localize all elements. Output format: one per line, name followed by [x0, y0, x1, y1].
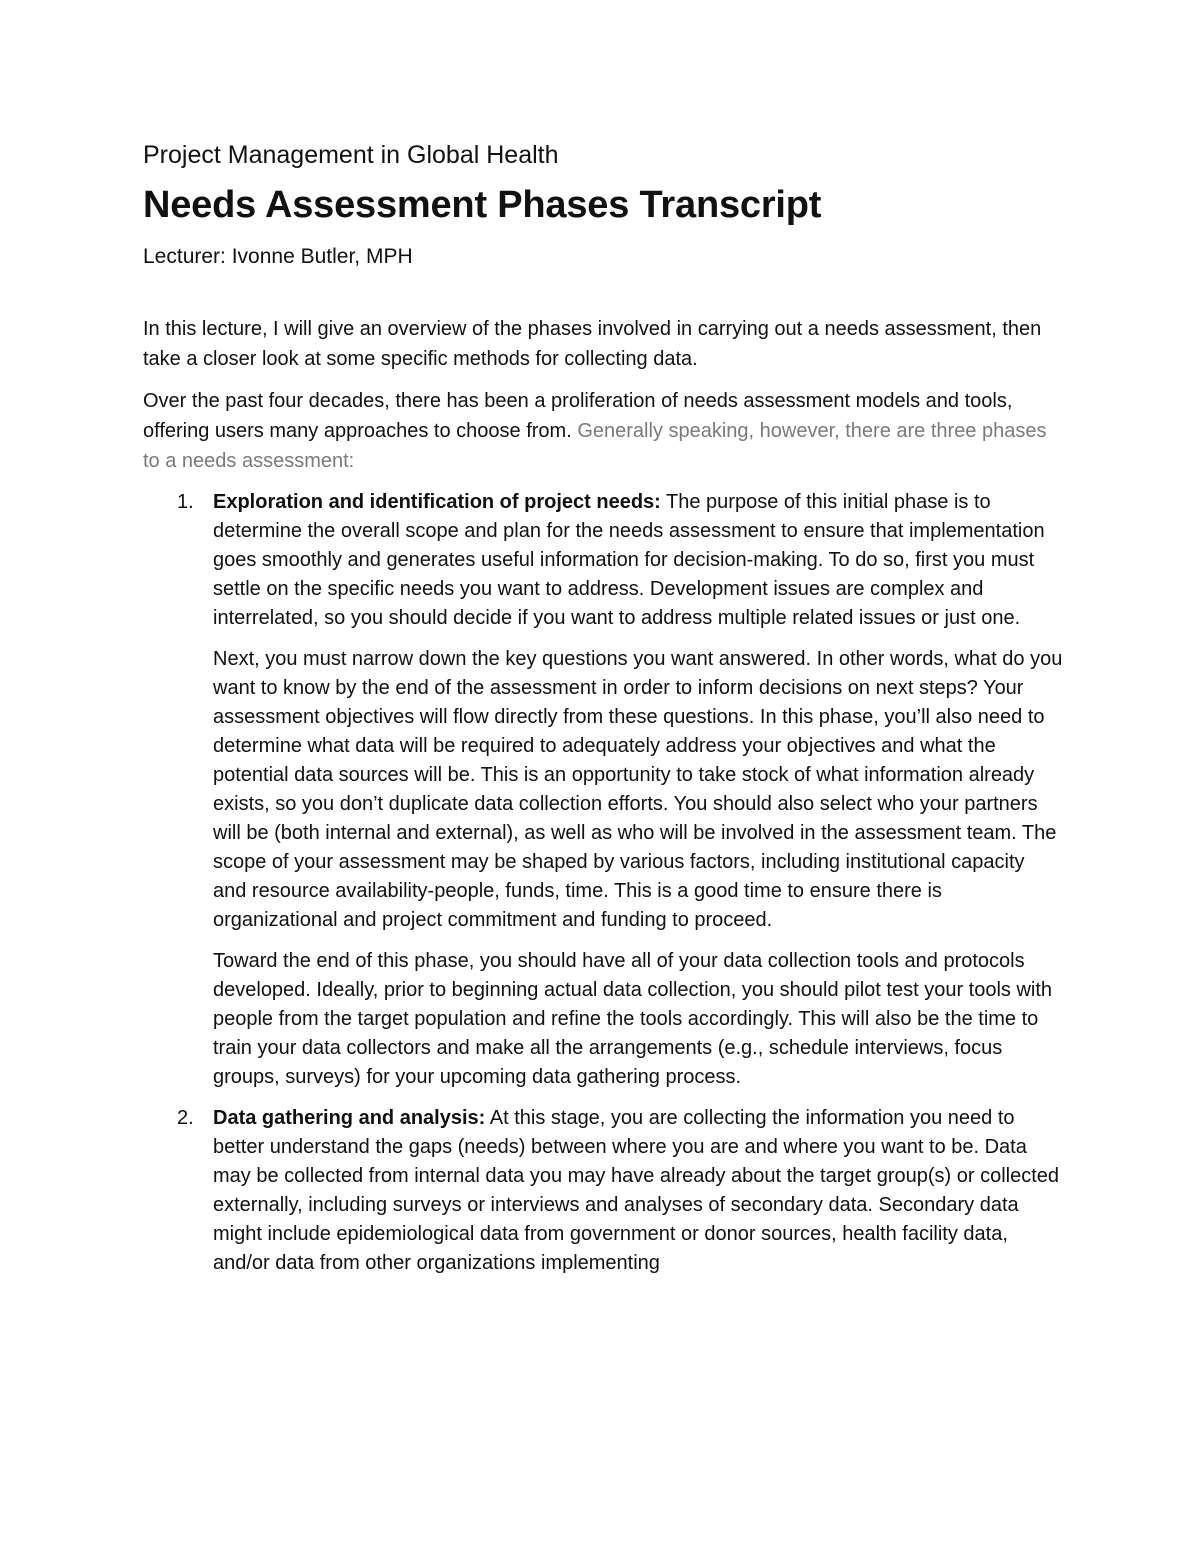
document-page	[143, 140, 1063, 1290]
phases-list	[143, 488, 1063, 1278]
phase-2-paragraph	[213, 1104, 1063, 1278]
phase-2-text: At this stage, you are collecting the information you need to better understand the gaps (needs) between where you are and where you want to be. Data may be collected from internal data you may have already about the target group(s) or collected externally, including surveys or interviews and analyses of secondary data. Secondary data might include epidemiological data from government or donor sources, health facility data, and/or data from other organizations implementing	[213, 1107, 1060, 1275]
intro-paragraph: In this lecture, I will give an overview of the phases involved in carrying out a needs assessment, then take a closer look at some specific methods for collecting data.	[143, 318, 1042, 371]
list-item-number: 1.	[177, 491, 194, 514]
intro-paragraph-2-text: Over the past four decades, there has been a proliferation of needs assessment models and tools, offering users many approaches to choose from.	[143, 390, 1013, 443]
phase-1-text: The purpose of this initial phase is to determine the overall scope and plan for the needs assessment to ensure that implementation goes smoothly and generates useful information for decision-making. To do so, first you must settle on the specific needs you want to address. Development issues are complex and interrelated, so you should decide if you want to address multiple related issues or just one.	[213, 491, 1045, 630]
list-item	[143, 1104, 1063, 1278]
lecturer-line: Lecturer: Ivonne Butler, MPH	[143, 244, 413, 268]
document-title: Needs Assessment Phases Transcript	[143, 184, 822, 227]
intro-paragraph-2-highlight: Generally speaking, however, there are three phases to a needs assessment:	[143, 420, 1047, 473]
phase-1-heading: Exploration and identification of project needs:	[213, 491, 661, 514]
list-item	[143, 488, 1063, 1092]
intro-paragraph-2	[143, 386, 1063, 476]
course-title: Project Management in Global Health	[143, 141, 559, 169]
phase-2-heading: Data gathering and analysis:	[213, 1107, 486, 1130]
phase-1-paragraph-3: Toward the end of this phase, you should have all of your data collection tools and protocols developed. Ideally, prior to beginning actual data collection, you should pilot test your tools with people from the target population and refine the tools accordingly. This will also be the time to train your data collectors and make all the arrangements (e.g., schedule interviews, focus groups, surveys) for your upcoming data gathering process.	[213, 950, 1053, 1089]
phase-1-paragraph-2: Next, you must narrow down the key questions you want answered. In other words, what do you want to know by the end of the assessment in order to inform decisions on next steps? Your assessment objectives will flow directly from these questions. In this phase, you’ll also need to determine what data will be required to adequately address your objectives and what the potential data sources will be. This is an opportunity to take stock of what information already exists, so you don’t duplicate data collection efforts. You should also select who your partners will be (both internal and external), as well as who will be involved in the assessment team. The scope of your assessment may be shaped by various factors, including institutional capacity and resource availability-people, funds, time. This is a good time to ensure there is organizational and project commitment and funding to proceed.	[213, 648, 1063, 932]
list-item-number: 2.	[177, 1107, 194, 1130]
phase-1-paragraph	[213, 488, 1063, 633]
